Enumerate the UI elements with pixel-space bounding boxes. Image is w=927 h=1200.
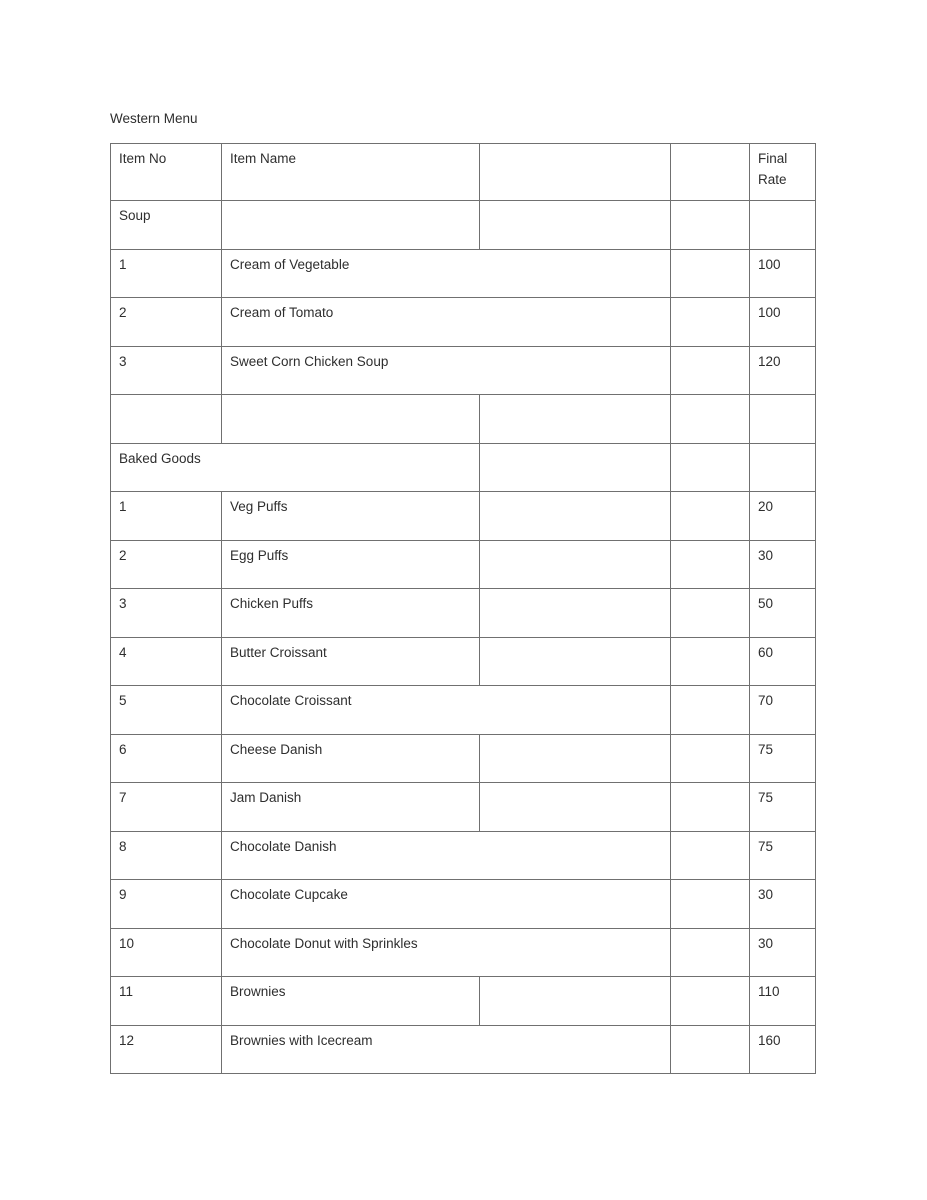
- table-cell: [671, 201, 750, 250]
- table-cell: 1: [111, 249, 222, 298]
- table-row: [111, 686, 816, 735]
- table-cell: 70: [750, 686, 816, 735]
- table-row: [111, 492, 816, 541]
- table-cell: Cheese Danish: [222, 734, 480, 783]
- table-cell: [480, 443, 671, 492]
- table-cell: [671, 443, 750, 492]
- table-cell: Brownies with Icecream: [222, 1025, 671, 1074]
- table-cell: 100: [750, 249, 816, 298]
- table-cell: Jam Danish: [222, 783, 480, 832]
- table-cell: Chocolate Donut with Sprinkles: [222, 928, 671, 977]
- table-cell: [750, 395, 816, 444]
- table-cell: 30: [750, 928, 816, 977]
- table-cell: [671, 395, 750, 444]
- menu-table: [110, 143, 816, 1074]
- table-row: [111, 201, 816, 250]
- page-title: Western Menu: [110, 111, 198, 126]
- table-row: [111, 831, 816, 880]
- table-cell: Soup: [111, 201, 222, 250]
- table-cell: 110: [750, 977, 816, 1026]
- table-cell: 160: [750, 1025, 816, 1074]
- table-cell: 120: [750, 346, 816, 395]
- table-cell: [671, 540, 750, 589]
- table-cell: 20: [750, 492, 816, 541]
- table-cell: 2: [111, 298, 222, 347]
- table-cell: [480, 783, 671, 832]
- table-row: [111, 443, 816, 492]
- header-cell: [671, 144, 750, 201]
- table-cell: Baked Goods: [111, 443, 480, 492]
- table-cell: Butter Croissant: [222, 637, 480, 686]
- table-cell: 10: [111, 928, 222, 977]
- table-row: [111, 783, 816, 832]
- table-cell: Chicken Puffs: [222, 589, 480, 638]
- table-cell: Cream of Tomato: [222, 298, 671, 347]
- table-cell: Chocolate Cupcake: [222, 880, 671, 929]
- table-cell: Egg Puffs: [222, 540, 480, 589]
- table-cell: 1: [111, 492, 222, 541]
- table-row: [111, 346, 816, 395]
- table-cell: 2: [111, 540, 222, 589]
- table-row: [111, 977, 816, 1026]
- table-cell: 7: [111, 783, 222, 832]
- header-cell: Final Rate: [750, 144, 816, 201]
- table-cell: [671, 686, 750, 735]
- table-cell: 30: [750, 540, 816, 589]
- table-cell: [671, 831, 750, 880]
- table-cell: Sweet Corn Chicken Soup: [222, 346, 671, 395]
- table-cell: 75: [750, 831, 816, 880]
- table-cell: 5: [111, 686, 222, 735]
- table-row: [111, 395, 816, 444]
- table-cell: Chocolate Croissant: [222, 686, 671, 735]
- table-cell: Cream of Vegetable: [222, 249, 671, 298]
- table-row: [111, 637, 816, 686]
- table-cell: [750, 201, 816, 250]
- table-cell: [671, 249, 750, 298]
- table-cell: [671, 492, 750, 541]
- table-row: [111, 249, 816, 298]
- table-cell: [671, 928, 750, 977]
- table-cell: Brownies: [222, 977, 480, 1026]
- table-cell: 6: [111, 734, 222, 783]
- table-cell: [480, 734, 671, 783]
- header-cell: Item No: [111, 144, 222, 201]
- table-cell: 60: [750, 637, 816, 686]
- header-row: [111, 144, 816, 201]
- table-cell: Veg Puffs: [222, 492, 480, 541]
- table-cell: 3: [111, 589, 222, 638]
- table-cell: [750, 443, 816, 492]
- table-cell: [480, 637, 671, 686]
- table-cell: [480, 201, 671, 250]
- table-row: [111, 540, 816, 589]
- table-cell: [671, 783, 750, 832]
- table-cell: [480, 540, 671, 589]
- table-cell: [222, 395, 480, 444]
- table-cell: [480, 589, 671, 638]
- table-cell: [671, 637, 750, 686]
- table-cell: 3: [111, 346, 222, 395]
- table-row: [111, 1025, 816, 1074]
- table-cell: [671, 298, 750, 347]
- table-cell: [480, 395, 671, 444]
- header-cell: Item Name: [222, 144, 480, 201]
- table-cell: 75: [750, 783, 816, 832]
- table-cell: 12: [111, 1025, 222, 1074]
- table-cell: 75: [750, 734, 816, 783]
- table-cell: 100: [750, 298, 816, 347]
- table-cell: [480, 977, 671, 1026]
- table-cell: 11: [111, 977, 222, 1026]
- table-row: [111, 880, 816, 929]
- table-cell: [671, 346, 750, 395]
- table-cell: 9: [111, 880, 222, 929]
- table-row: [111, 928, 816, 977]
- table-row: [111, 298, 816, 347]
- table-cell: 50: [750, 589, 816, 638]
- table-cell: 30: [750, 880, 816, 929]
- table-cell: [671, 880, 750, 929]
- table-cell: [671, 734, 750, 783]
- table-cell: [671, 1025, 750, 1074]
- header-cell: [480, 144, 671, 201]
- table-cell: [222, 201, 480, 250]
- table-cell: 8: [111, 831, 222, 880]
- menu-table-body: [111, 144, 816, 1074]
- table-cell: [480, 492, 671, 541]
- table-cell: Chocolate Danish: [222, 831, 671, 880]
- table-row: [111, 734, 816, 783]
- table-cell: 4: [111, 637, 222, 686]
- table-cell: [111, 395, 222, 444]
- table-cell: [671, 977, 750, 1026]
- table-cell: [671, 589, 750, 638]
- table-row: [111, 589, 816, 638]
